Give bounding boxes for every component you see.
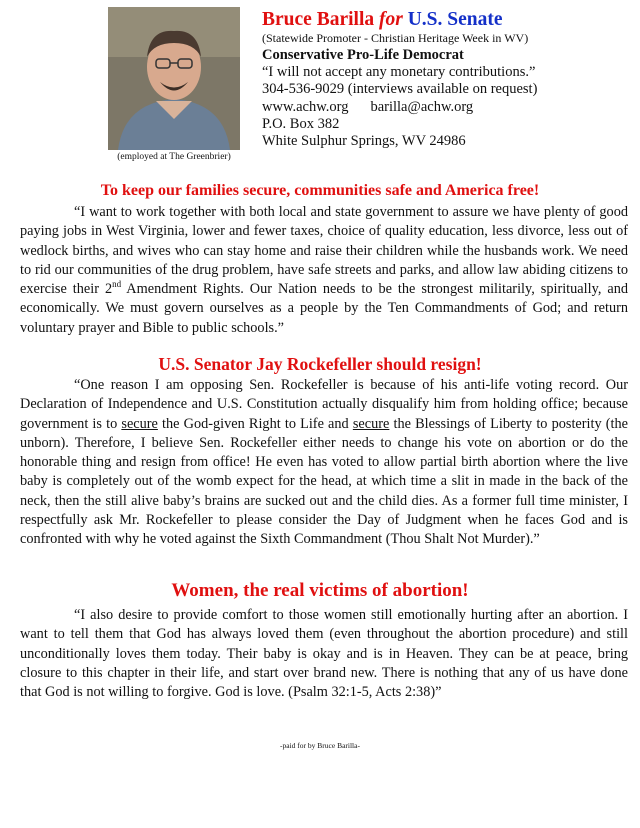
photo-caption: (employed at The Greenbrier): [117, 152, 231, 162]
section-body-families: [20, 203, 628, 338]
party-label: Conservative Pro-Life Democrat: [262, 47, 464, 63]
paid-for-disclaimer: -paid for by Bruce Barilla-: [280, 741, 360, 750]
page-title: [262, 9, 632, 31]
rockefeller-text-part-2: the God-given Right to Life and: [157, 415, 353, 432]
rockefeller-text-part-3: the Blessings of Liberty to posterity (the unborn). Therefore, I believe Sen. Rockefeller either needs to change his vote on abortion or do the honorable thing and resign from office! He even has voted to allow partial birth abortion where the live baby is completely out of the womb expect for the head, at which time a slit in made in the back of the neck, then the still alive baby’s brains are sucked out and the child dies. As a former full time minister, I respectfully ask Mr. Rockefeller to please consider the Day of Judgment when he faces God and is confronted with why he voted against the Sixth Commandment (Thou Shalt Not Murder).”: [20, 415, 628, 548]
section-heading-families: To keep our families secure, communities safe and America free!: [100, 182, 540, 199]
candidate-name: Bruce Barilla: [262, 9, 375, 30]
email-link[interactable]: barilla@achw.org: [370, 98, 474, 115]
section-heading-rockefeller: U.S. Senator Jay Rockefeller should resign!: [158, 354, 482, 374]
candidate-photo: [108, 7, 240, 150]
underlined-secure-1: secure: [121, 415, 158, 432]
families-text-part-2: Amendment Rights. Our Nation needs to be the strongest militarily, spiritually, and economically. We must govern ourselves as a people by the Ten Commandments of God; and return voluntary prayer and Bible to public schools.”: [20, 281, 628, 336]
web-email-line: [262, 99, 632, 116]
po-box: P.O. Box 382: [262, 115, 340, 132]
section-body-rockefeller: [20, 376, 628, 550]
candidate-header: [262, 9, 632, 150]
candidate-portrait-illustration: [108, 7, 240, 150]
underlined-secure-2: secure: [352, 415, 390, 432]
ordinal-suffix: nd: [112, 279, 122, 290]
title-for-word: for: [378, 9, 403, 30]
families-text-part-1: “I want to work together with both local and state government to assure we have plenty of good paying jobs in West Virginia, lower and fewer taxes, choice of quality education, less divorce, less out of wedlock births, and wives who can stay home and raise their children while the husbands work. We need to rid our communities of the drug problem, have safe streets and parks, and allow law abiding citizens to exercise their 2: [20, 204, 628, 298]
section-body-women: “I also desire to provide comfort to those women still emotionally hurting after an abortion. I want to tell them that God has always loved them (even throughout the abortion procedure) and still unconditionally loves them today. Their baby is okay and is in Heaven. They can be at peace, bring closure to this chapter in their life, and start over brand new. There is nothing that any of us have done that God is not willing to forgive. God is love. (Psalm 32:1-5, Acts 2:38)”: [20, 607, 628, 701]
website-link[interactable]: www.achw.org: [262, 98, 349, 115]
rockefeller-text-part-1: “One reason I am opposing Sen. Rockefeller is because of his anti-life voting record. Our Declaration of Independence and U.S. Constitution actually disqualify him from holding office; because government is to: [20, 377, 628, 432]
office-name: U.S. Senate: [407, 9, 503, 30]
city-line: White Sulphur Springs, WV 24986: [262, 133, 466, 150]
phone-line: 304-536-9029 (interviews available on request): [262, 81, 538, 98]
pledge-quote: “I will not accept any monetary contributions.”: [262, 64, 536, 80]
subtitle: (Statewide Promoter - Christian Heritage Week in WV): [262, 31, 529, 45]
section-heading-women: Women, the real victims of abortion!: [171, 580, 469, 601]
